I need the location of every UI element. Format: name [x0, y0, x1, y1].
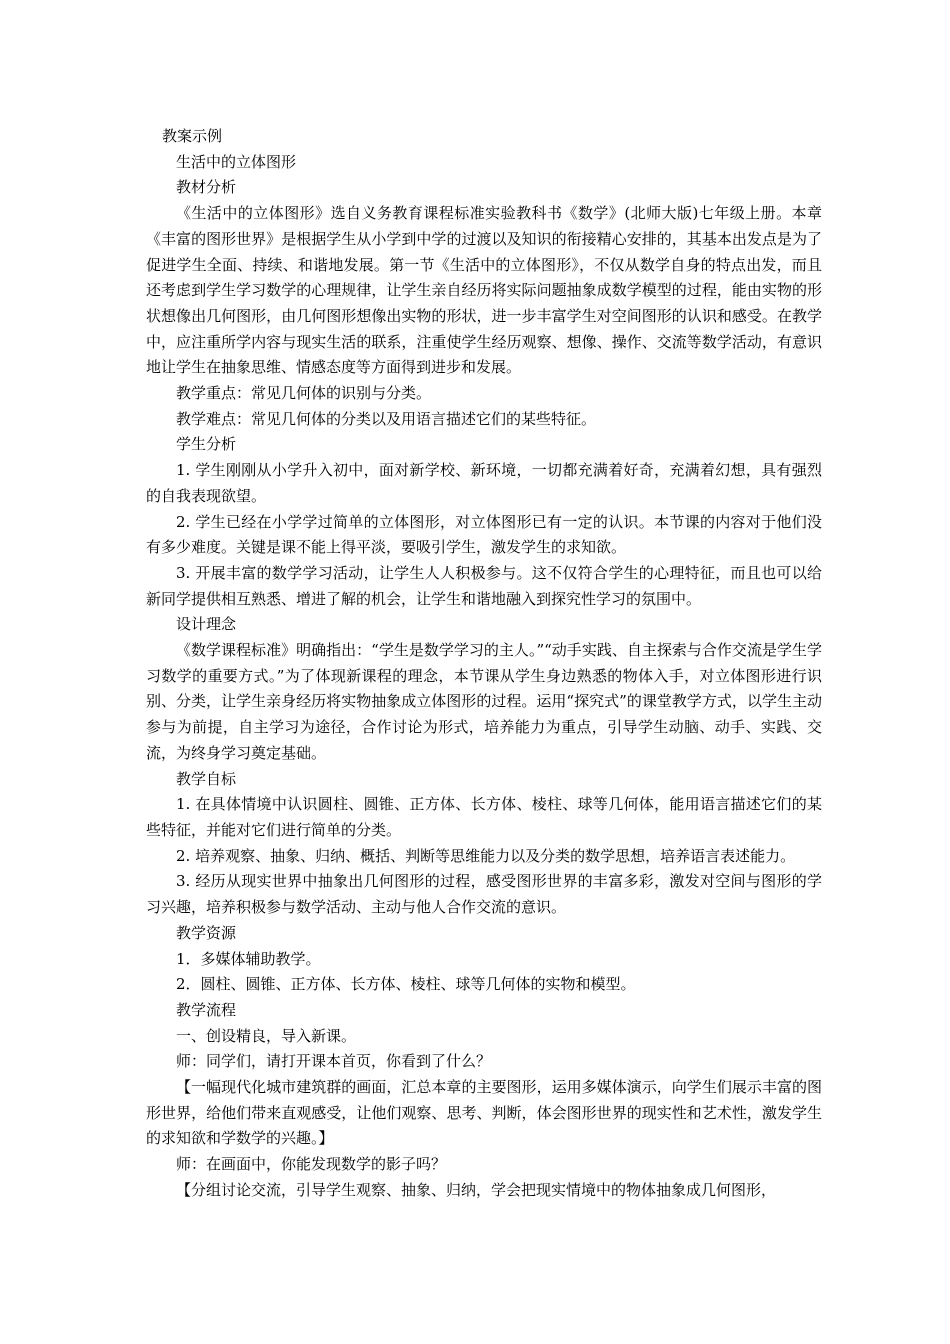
document-label: 教案示例: [162, 127, 223, 145]
bracket-note: 【分组讨论交流，引导学生观察、抽象、归纳，学会把现实情境中的物体抽象成几何图形，: [176, 1180, 777, 1199]
section-heading: 教学资源: [176, 923, 237, 942]
section-heading: 教材分析: [176, 178, 237, 197]
body-paragraph: 教学重点：常见几何体的识别与分类。: [176, 384, 432, 403]
section-heading: 设计理念: [176, 615, 237, 634]
section-heading: 教学自标: [176, 769, 237, 788]
list-item: 3. 经历从现实世界中抽象出几何图形的过程，感受图形世界的丰富多彩，激发对空间与图形的学习兴趣，培养积极参与数学活动、主动与他人合作交流的意识。: [146, 872, 822, 917]
list-item: 1．多媒体辅助教学。: [176, 949, 321, 968]
lesson-title: 生活中的立体图形: [176, 152, 297, 171]
body-paragraph: 教学难点：常见几何体的分类以及用语言描述它们的某些特征。: [176, 409, 597, 428]
body-paragraph: 《数学课程标准》明确指出：“学生是数学学习的主人。”“动手实践、自主探索与合作交流是学生学习数学的重要方式。”为了体现新课程的理念，本节课从学生身边熟悉的物体入手，对立体图形进行识别、分类，让学生亲身经历将实物抽象成立体图形的过程。运用“探究式”的课堂教学方式，以学生主动参与为前提，自主学习为途径，合作讨论为形式，培养能力为重点，引导学生动脑、动手、实践、交流，为终身学习奠定基础。: [146, 641, 822, 762]
dialogue-line: 师：同学们，请打开课本首页，你看到了什么？: [176, 1052, 492, 1071]
section-heading: 学生分析: [176, 435, 237, 454]
list-item: 1. 在具体情境中认识圆柱、圆锥、正方体、长方体、棱柱、球等几何体，能用语言描述它们的某些特征，并能对它们进行简单的分类。: [146, 795, 822, 839]
bracket-note: 【一幅现代化城市建筑群的画面，汇总本章的主要图形，运用多媒体演示，向学生们展示丰富的图形世界，给他们带来直观感受，让他们观察、思考、判断，体会图形世界的现实性和艺术性，激发学生的求知欲和学数学的兴趣。】: [146, 1078, 822, 1148]
document-page: [146, 124, 822, 1204]
step-heading: 一、创设精良，导入新课。: [176, 1026, 357, 1045]
list-item: 3. 开展丰富的数学学习活动，让学生人人积极参与。这不仅符合学生的心理特征，而且也可以给新同学提供相互熟悉、增进了解的机会，让学生和谐地融入到探究性学习的氛围中。: [146, 563, 822, 608]
list-item: 2. 学生已经在小学学过简单的立体图形，对立体图形已有一定的认识。本节课的内容对于他们没有多少难度。关键是课不能上得平淡，要吸引学生，激发学生的求知欲。: [146, 512, 822, 557]
list-item: 1. 学生刚刚从小学升入初中，面对新学校、新环境，一切都充满着好奇，充满着幻想，具有强烈的自我表现欲望。: [146, 461, 822, 505]
section-heading: 教学流程: [176, 1000, 237, 1019]
list-item: 2. 培养观察、抽象、归纳、概括、判断等思维能力以及分类的数学思想，培养语言表述能力。: [176, 846, 796, 865]
body-paragraph: 《生活中的立体图形》选自义务教育课程标准实验教科书《数学》(北师大版)七年级上册。本章《丰富的图形世界》是根据学生从小学到中学的过渡以及知识的衔接精心安排的，其基本出发点是为了促进学生全面、持续、和谐地发展。第一节《生活中的立体图形》，不仅从数学自身的特点出发，而且还考虑到学生学习数学的心理规律，让学生亲自经历将实际问题抽象成数学模型的过程，能由实物的形状想像出几何图形，由几何图形想像出实物的形状，进一步丰富学生对空间图形的认识和感受。在教学中，应注重所学内容与现实生活的联系，注重使学生经历观察、想像、操作、交流等数学活动，有意识地让学生在抽象思维、情感态度等方面得到进步和发展。: [146, 204, 822, 377]
list-item: 2．圆柱、圆锥、正方体、长方体、棱柱、球等几何体的实物和模型。: [176, 975, 636, 994]
dialogue-line: 师：在画面中，你能发现数学的影子吗？: [176, 1155, 447, 1174]
